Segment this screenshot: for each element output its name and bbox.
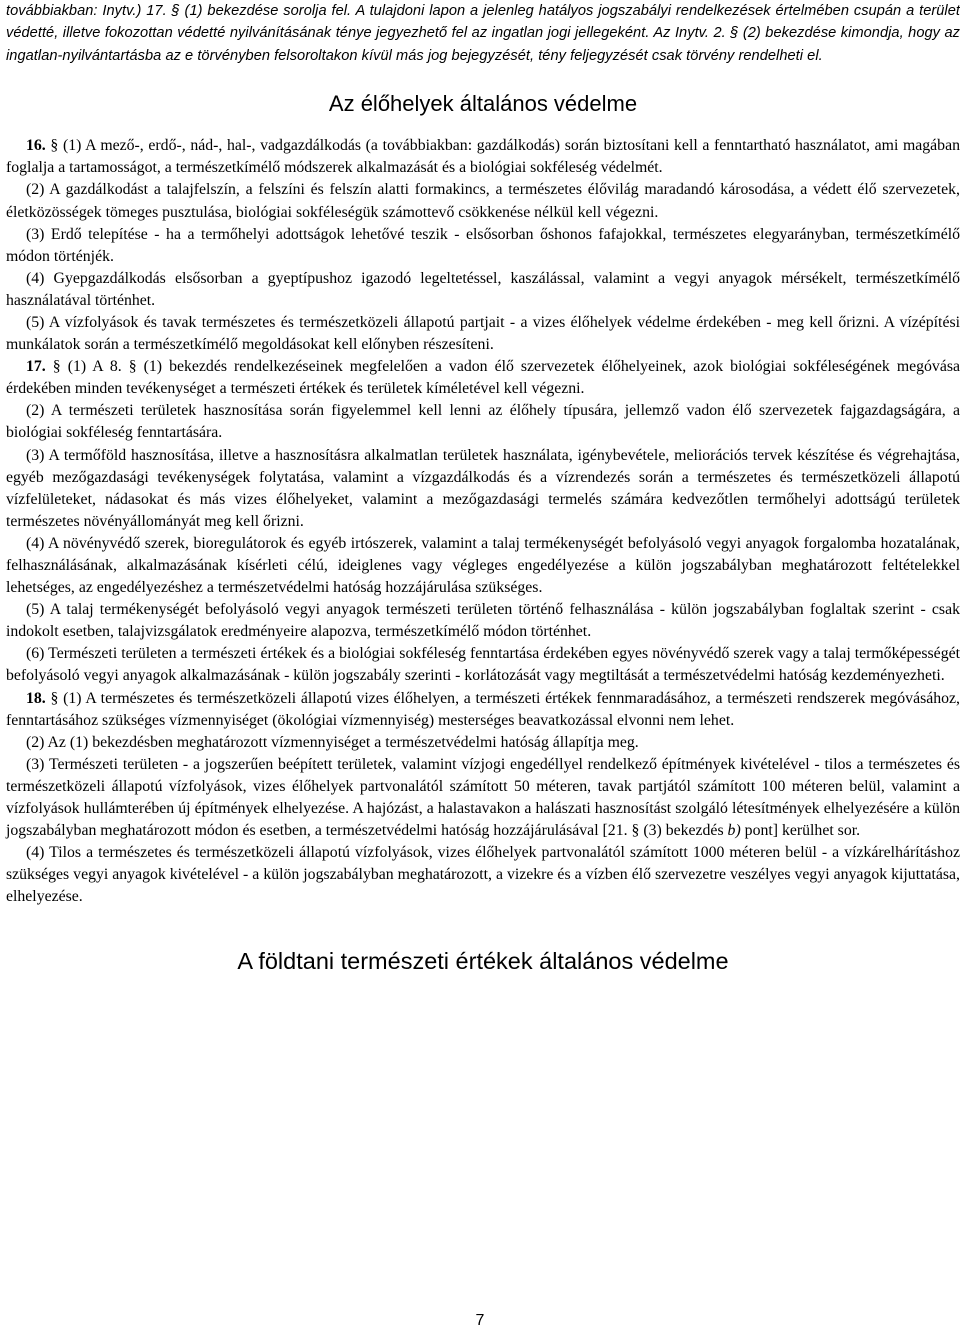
paragraph-text: § (1) A 8. § (1) bekezdés rendelkezéseinek megfelelően a vadon élő szervezetek élőhelyeinek, azok biológiai sokféleségének megóvása érdekében minden tevékenységet a természeti értékek és területek kíméletével kell végezni. xyxy=(6,358,960,398)
paragraph-16-3: (3) Erdő telepítése - ha a termőhelyi adottságok lehetővé teszik - elsősorban őshonos fafajokkal, természetes elegyarányban, természetkímélő módon történjék. xyxy=(6,225,960,265)
paragraph-17-3: (3) A termőföld hasznosítása, illetve a hasznosításra alkalmatlan területek használata, igénybevétele, meliorációs tervek készítése és végrehajtása, egyéb mezőgazdasági tevékenységek folytatása, valamint a vízgazdálkodás és a vízrendezés során a természetes és természetközeli állapotú vízfelületeket, nádasokat és más vizes élőhelyeket, valamint a mezőgazdasági termelés számára kedvezőtlen termőhelyi adottságú területek természetes növényállományát meg kell őrizni. xyxy=(6,446,960,530)
page-number: 7 xyxy=(475,1312,485,1329)
paragraph-16-1 xyxy=(6,135,960,179)
section-number-16: 16. xyxy=(26,137,46,155)
section-number-18: 18. xyxy=(26,689,46,707)
section-heading-habitats: Az élőhelyek általános védelme xyxy=(328,91,638,117)
intro-footnote: továbbiakban: Inytv.) 17. § (1) bekezdése sorolja fel. A tulajdoni lapon a jelenleg hatályos jogszabályi rendelkezések értelmében csupán a terület védetté, illetve fokozottan védetté nyilvánításának ténye jegyezhető fel az ingatlan jogi jellegeként. Az Inytv. 2. § (2) bekezdése kimondja, hogy az ingatlan-nyilvántartásba az e törvényben felsoroltakon kívül más jog bejegyzését, tény feljegyzését csak törvény rendelheti el. xyxy=(6,3,960,64)
paragraph-text: pont] kerülhet sor. xyxy=(740,822,861,840)
paragraph-17-1 xyxy=(6,356,960,400)
paragraph-text: § (1) A természetes és természetközeli állapotú vizes élőhelyen, a természeti értékek fennmaradásához, a természeti rendszerek megóvásához, fenntartásához szükséges vízmennyiséget (ökológiai vízmennyiség) mesterséges beavatkozással elvonni nem lehet. xyxy=(6,689,960,729)
paragraph-18-4: (4) Tilos a természetes és természetközeli állapotú vízfolyások, vizes élőhelyek partvonalától számított 1000 méteren belül - a vízkárelhárításhoz szükséges vegyi anyagok kivételével - a külön jogszabályban meghatározott, a vizekre és a vízben élő szervezetre veszélyes vegyi anyagok kijuttatása, elhelyezése. xyxy=(6,844,960,906)
paragraph-18-3 xyxy=(6,754,960,842)
document-page xyxy=(6,0,960,975)
section-heading-geology: A földtani természeti értékek általános védelme xyxy=(237,947,729,974)
section-number-17: 17. xyxy=(26,358,46,376)
paragraph-16-4: (4) Gyepgazdálkodás elsősorban a gyeptípushoz igazodó legeltetéssel, kaszálással, valamint a vegyi anyagok mérsékelt, természetkímélő használatával történhet. xyxy=(6,269,960,309)
paragraph-17-5: (5) A talaj termékenységét befolyásoló vegyi anyagok természeti területen történő felhasználása - külön jogszabályban foglaltak szerint - csak indokolt esetben, talajvizsgálatok eredményeire alapozva, természetkímélő módon történhet. xyxy=(6,601,960,641)
paragraph-16-5: (5) A vízfolyások és tavak természetes és természetközeli állapotú partjait - a vizes élőhelyek védelme érdekében - meg kell őrizni. A vízépítési munkálatok során a természetkímélő megoldásokat kell előnyben részesíteni. xyxy=(6,313,960,354)
italic-reference: b) xyxy=(727,822,741,840)
paragraph-text: § (1) A mező-, erdő-, nád-, hal-, vadgazdálkodás (a továbbiakban: gazdálkodás) során biztosítani kell a fenntartható használatot, ami magában foglalja a tartamosságot, a természetkímélő módszerek alkalmazását és a biológiai sokféleség védelmét. xyxy=(6,137,960,177)
paragraph-18-1 xyxy=(6,688,960,732)
paragraph-16-2: (2) A gazdálkodást a talajfelszín, a felszíni és felszín alatti formakincs, a természetes élővilág maradandó károsodása, a védett élő szervezetek, életközösségek tömeges pusztulása, biológiai sokféleségük számottevő csökkenése nélkül kell végezni. xyxy=(6,181,960,221)
paragraph-18-2: (2) Az (1) bekezdésben meghatározott vízmennyiséget a természetvédelmi hatóság állapítja meg. xyxy=(26,733,639,751)
paragraph-17-4: (4) A növényvédő szerek, bioregulátorok és egyéb irtószerek, valamint a talaj termékenységét befolyásoló vegyi anyagok forgalomba hozatalának, felhasználásának, alkalmazásának kísérleti célú, ideiglenes vagy végleges engedélyezése a külön jogszabályban meghatározott feltételekkel lehetséges, az engedélyezéshez a természetvédelmi hatóság hozzájárulása szükséges. xyxy=(6,534,960,597)
paragraph-17-6: (6) Természeti területen a természeti értékek és a biológiai sokféleség fenntartása érdekében egyes növényvédő szerek vagy a talaj termőképességét befolyásoló vegyi anyagok alkalmazásának - külön jogszabály szerinti - korlátozását vagy megtiltását a természetvédelmi hatóság kezdeményezheti. xyxy=(6,645,960,685)
paragraph-17-2: (2) A természeti területek hasznosítása során figyelemmel kell lenni az élőhely típusára, jellemző vadon élő szervezetek fajgazdagságára, a biológiai sokféleség fenntartására. xyxy=(6,402,960,442)
paragraph-text: (3) Természeti területen - a jogszerűen beépített területek, valamint vízjogi engedéllyel rendelkező építmények kivételével - tilos a természetes és természetközeli állapotú vízfolyások, vizes élőhelyek partvonalától számított 50 méteren, tavak partjától számított 100 méteren belül, valamint a vízfolyások hullámterében új építmények elhelyezése. A hajózást, a halastavakon a halászati hasznosítást szolgáló létesítmények elhelyezésére a külön jogszabályban meghatározott módon és esetben, a természetvédelmi hatóság hozzájárulásával [21. § (3) bekezdés xyxy=(6,755,960,840)
